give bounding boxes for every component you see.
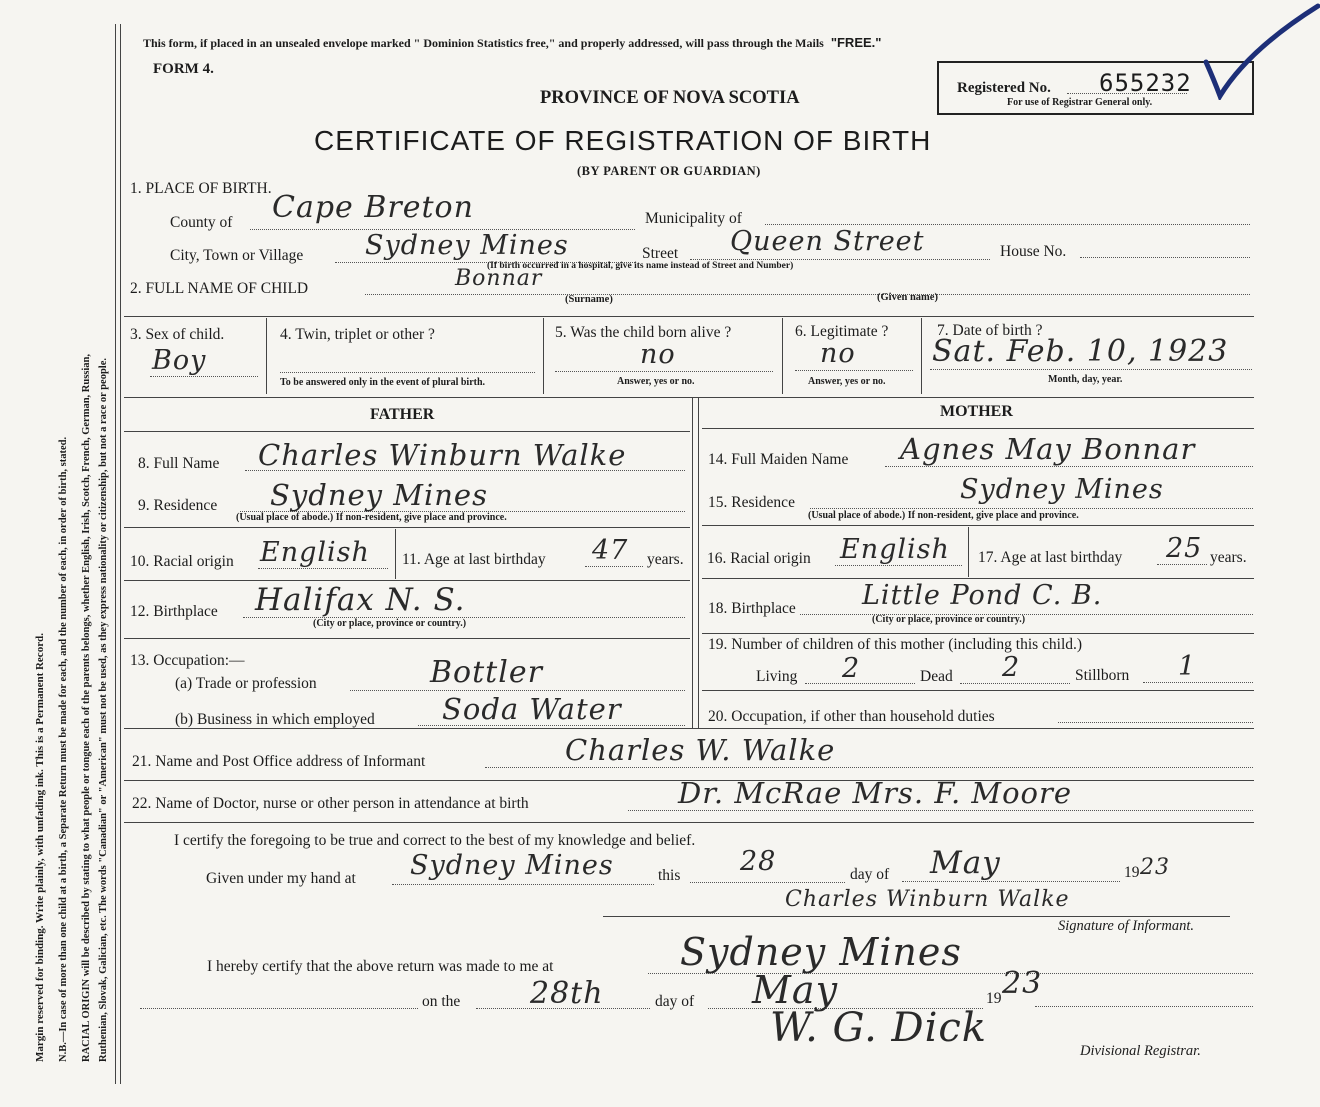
informant-signature-line	[603, 916, 1230, 917]
registrar-general-note: For use of Registrar General only.	[1007, 97, 1153, 108]
margin-note-4: Ruthenian, Slovak, Galician, etc. The words "Canadian" or "American" must not be used, as they express nationality or citizenship, but not a race or people.	[98, 357, 109, 1062]
mother-rule-2	[702, 525, 1254, 526]
mail-notice-free: "FREE."	[830, 35, 882, 50]
living-value: 2	[842, 653, 861, 684]
dead-value: 2	[1002, 652, 1021, 683]
row3-divider-4	[921, 318, 922, 394]
mother-residence-note: (Usual place of abode.) If non-resident, give place and province.	[808, 510, 1079, 521]
informant-label: 21. Name and Post Office address of Informant	[132, 753, 426, 770]
registrar-caption: Divisional Registrar.	[1080, 1043, 1201, 1059]
registrar-signature: W. G. Dick	[770, 1005, 988, 1051]
father-name-label: 8. Full Name	[138, 455, 220, 472]
alive-value: no	[640, 339, 676, 370]
mail-notice	[143, 35, 881, 51]
alive-label: 5. Was the child born alive ?	[555, 324, 732, 341]
twin-line	[280, 372, 535, 373]
given-year-prefix: 19	[1124, 864, 1140, 881]
father-rule-4	[124, 638, 690, 639]
father-racial-label: 10. Racial origin	[130, 553, 234, 570]
mother-birthplace-label: 18. Birthplace	[708, 600, 796, 617]
registrar-year-prefix: 19	[986, 990, 1002, 1007]
father-birthplace-label: 12. Birthplace	[130, 603, 218, 620]
father-residence-note: (Usual place of abode.) If non-resident, give place and province.	[236, 512, 507, 523]
row3-divider-2	[543, 318, 544, 394]
mother-age-line	[1157, 564, 1207, 565]
registrar-on-label: on the	[422, 993, 461, 1010]
certificate-title: CERTIFICATE OF REGISTRATION OF BIRTH	[314, 125, 932, 156]
father-age-line	[585, 566, 643, 567]
mother-rule-4	[702, 633, 1254, 634]
child-name-label: 2. FULL NAME OF CHILD	[130, 280, 309, 297]
father-residence-value: Sydney Mines	[270, 478, 488, 512]
father-business-value: Soda Water	[442, 692, 622, 726]
dob-note: Month, day, year.	[1048, 374, 1123, 385]
house-label: House No.	[1000, 243, 1067, 260]
center-divider	[692, 398, 693, 728]
center-divider-2	[698, 398, 699, 728]
informant-signature: Charles Winburn Walke	[785, 887, 1070, 912]
row3-divider-1	[266, 318, 267, 394]
dead-label: Dead	[920, 668, 953, 685]
registered-label: Registered No.	[957, 80, 1051, 96]
father-racial-value: English	[260, 537, 370, 568]
street-label: Street	[642, 245, 679, 262]
city-label: City, Town or Village	[170, 247, 304, 264]
father-age-label: 11. Age at last birthday	[402, 551, 546, 568]
dob-value: Sat. Feb. 10, 1923	[932, 334, 1229, 369]
certify-statement: I certify the foregoing to be true and correct to the best of my knowledge and belief.	[174, 832, 696, 849]
registered-line	[1067, 93, 1187, 94]
mail-notice-text: This form, if placed in an unsealed envelope marked " Dominion Statistics free," and properly addressed, will pass through the Mails	[143, 36, 824, 50]
registrar-day-of-label: day of	[655, 993, 695, 1010]
county-label: County of	[170, 214, 233, 231]
informant-line	[485, 767, 1253, 768]
dob-line	[930, 369, 1252, 370]
given-day-line	[690, 882, 845, 883]
dead-line	[960, 683, 1070, 684]
mother-racial-line	[835, 565, 962, 566]
racial-divider-mother	[968, 527, 969, 577]
child-surname-value: Bonnar	[455, 266, 543, 291]
child-name-line	[365, 294, 1250, 295]
mother-birthplace-note: (City or place, province or country.)	[872, 614, 1026, 625]
father-birthplace-value: Halifax N. S.	[255, 582, 466, 618]
racial-divider-father	[395, 529, 396, 579]
given-place-value: Sydney Mines	[410, 850, 614, 881]
mother-age-label: 17. Age at last birthday	[978, 549, 1123, 566]
sex-line	[150, 376, 258, 377]
registrar-statement: I hereby certify that the above return was made to me at	[207, 958, 554, 975]
signature-caption: Signature of Informant.	[1058, 918, 1195, 934]
father-heading: FATHER	[370, 406, 435, 423]
row3-bottom-rule	[124, 397, 1254, 398]
father-age-value: 47	[592, 535, 629, 566]
given-month-line	[902, 881, 1120, 882]
city-value: Sydney Mines	[365, 230, 569, 261]
twin-note: To be answered only in the event of plural birth.	[280, 377, 486, 388]
margin-note-3: RACIAL ORIGIN will be described by stating to what people or tongue each of the parents belongs, whether English, Irish, Scotch, French, German, Russian,	[81, 353, 92, 1062]
municipality-line	[765, 224, 1250, 225]
street-value: Queen Street	[730, 226, 925, 257]
father-business-label: (b) Business in which employed	[175, 711, 375, 728]
province-heading: PROVINCE OF NOVA SCOTIA	[540, 88, 800, 108]
legitimate-note: Answer, yes or no.	[808, 376, 886, 387]
mother-name-line	[885, 466, 1253, 467]
father-trade-value: Bottler	[430, 655, 543, 690]
doctor-line	[628, 810, 1253, 811]
given-place-line	[392, 884, 654, 885]
stillborn-line	[1143, 682, 1253, 683]
alive-note: Answer, yes or no.	[617, 376, 695, 387]
checkmark-icon	[1200, 0, 1320, 100]
mother-birthplace-value: Little Pond C. B.	[862, 580, 1103, 611]
mother-residence-line	[810, 508, 1253, 509]
informant-value: Charles W. Walke	[565, 733, 836, 767]
registrar-year-value: 23	[1002, 966, 1043, 1001]
mother-racial-label: 16. Racial origin	[707, 550, 811, 567]
mother-name-value: Agnes May Bonnar	[900, 432, 1196, 466]
mother-heading: MOTHER	[940, 403, 1013, 420]
mother-birthplace-line	[800, 614, 1253, 615]
hospital-note: (If birth occurred in a hospital, give its name instead of Street and Number)	[487, 261, 794, 271]
given-name-caption: (Given name)	[877, 292, 938, 303]
doctor-rule	[124, 822, 1254, 823]
given-label: Given under my hand at	[206, 870, 356, 887]
sex-label: 3. Sex of child.	[130, 326, 225, 343]
registrar-place-value: Sydney Mines	[680, 930, 962, 974]
mother-years: years.	[1210, 549, 1247, 566]
margin-note-1: Margin reserved for binding. Write plainly, with unfading ink. This is a Permanent Record.	[34, 633, 46, 1062]
legitimate-label: 6. Legitimate ?	[795, 323, 889, 340]
father-rule-2	[124, 527, 690, 528]
place-heading: 1. PLACE OF BIRTH.	[130, 180, 272, 197]
house-line	[1080, 257, 1250, 258]
doctor-value: Dr. McRae Mrs. F. Moore	[678, 776, 1073, 810]
father-rule-3	[124, 580, 690, 581]
registrar-month-value: May	[752, 968, 839, 1012]
given-month-value: May	[930, 845, 1001, 881]
street-line	[690, 259, 990, 260]
mother-rule-3	[702, 578, 1254, 579]
mother-occupation-label: 20. Occupation, if other than household duties	[708, 708, 995, 725]
mother-children-label: 19. Number of children of this mother (including this child.)	[708, 636, 1083, 653]
father-trade-label: (a) Trade or profession	[175, 675, 317, 692]
father-occupation-label: 13. Occupation:—	[130, 652, 245, 669]
father-residence-label: 9. Residence	[138, 497, 218, 514]
municipality-label: Municipality of	[645, 210, 742, 227]
mother-name-label: 14. Full Maiden Name	[708, 451, 849, 468]
mother-racial-value: English	[840, 534, 950, 565]
father-trade-line	[350, 690, 685, 691]
father-rule-1	[124, 431, 690, 432]
margin-rule-inner	[120, 24, 121, 1084]
registrar-tail-line	[1035, 1006, 1253, 1007]
stillborn-label: Stillborn	[1075, 667, 1130, 684]
legitimate-line	[795, 370, 913, 371]
given-day-value: 28	[740, 846, 777, 877]
doctor-label: 22. Name of Doctor, nurse or other person in attendance at birth	[132, 795, 529, 812]
mother-rule-1	[702, 428, 1254, 429]
given-year-value: 23	[1140, 855, 1170, 880]
row3-divider-3	[782, 318, 783, 394]
mother-rule-5	[702, 690, 1254, 691]
registered-value: 655232	[1099, 69, 1192, 97]
given-day-of-label: day of	[850, 866, 890, 883]
registrar-day-value: 28th	[530, 976, 604, 1011]
legitimate-value: no	[820, 338, 856, 369]
sex-value: Boy	[152, 345, 207, 376]
father-racial-line	[258, 568, 388, 569]
father-birthplace-note: (City or place, province or country.)	[313, 618, 467, 629]
mother-occupation-line	[1058, 722, 1253, 723]
father-years: years.	[647, 551, 684, 568]
margin-rule	[115, 24, 116, 1084]
form-number: FORM 4.	[153, 61, 214, 77]
county-value: Cape Breton	[272, 190, 474, 225]
registrar-left-line	[140, 1008, 418, 1009]
dob-label: 7. Date of birth ?	[937, 322, 1043, 339]
mother-age-value: 25	[1166, 533, 1203, 564]
stillborn-value: 1	[1178, 651, 1197, 682]
mother-residence-label: 15. Residence	[708, 494, 795, 511]
margin-note-2: N.B.—In case of more than one child at a birth, a Separate Return must be made for each, and the number of each, in order of birth, stated.	[58, 436, 69, 1062]
mother-residence-value: Sydney Mines	[960, 474, 1164, 505]
row3-top-rule	[124, 316, 1254, 317]
father-name-value: Charles Winburn Walke	[258, 438, 627, 472]
this-label: this	[658, 867, 681, 884]
certificate-subtitle: (BY PARENT OR GUARDIAN)	[577, 164, 761, 178]
twin-label: 4. Twin, triplet or other ?	[280, 326, 435, 343]
alive-line	[555, 371, 773, 372]
surname-caption: (Surname)	[565, 294, 613, 305]
living-label: Living	[756, 668, 798, 685]
